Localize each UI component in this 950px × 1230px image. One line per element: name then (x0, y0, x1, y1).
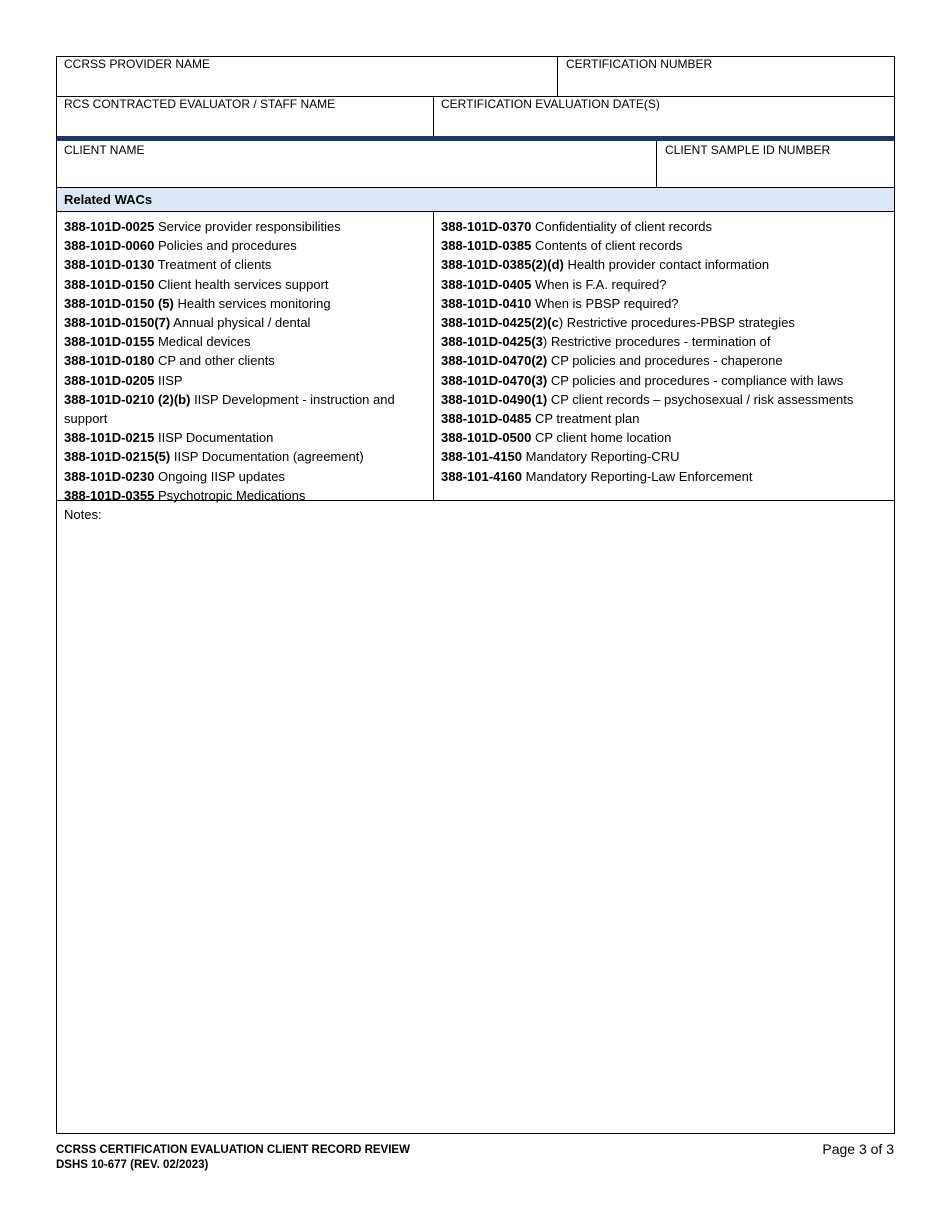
wac-description: CP client records – psychosexual / risk assessments (547, 391, 854, 407)
wac-description: Mandatory Reporting-Law Enforcement (521, 468, 753, 484)
client-sample-id-label: CLIENT SAMPLE ID NUMBER (665, 143, 831, 157)
wac-description: ) Restrictive procedures - termination of (542, 334, 771, 350)
wac-item (441, 294, 891, 313)
wac-code: 388-101D-0155 (64, 334, 155, 350)
page-number: Page 3 of 3 (822, 1141, 894, 1157)
wac-item (441, 275, 891, 294)
wac-description: Psychotropic Medications (154, 487, 306, 503)
wac-item (441, 217, 891, 236)
evaluation-dates-label: CERTIFICATION EVALUATION DATE(S) (441, 97, 660, 111)
wac-description: IISP Development - instruction and support (64, 391, 395, 427)
wac-code: 388-101D-0490(1) (441, 391, 548, 407)
wac-description: IISP Documentation (agreement) (170, 449, 364, 465)
wac-description: Health provider contact information (563, 257, 770, 273)
wac-description: ) Restrictive procedures-PBSP strategies (558, 315, 795, 331)
wac-item (441, 313, 891, 332)
divider (557, 57, 558, 97)
section-rule (57, 136, 894, 141)
wac-item (441, 467, 891, 486)
wac-item (64, 351, 426, 370)
wac-code: 388-101D-0205 (64, 372, 155, 388)
wac-item (64, 428, 426, 447)
wac-code: 388-101D-0385(2)(d) (441, 257, 564, 273)
wac-code: 388-101D-0385 (441, 238, 532, 254)
wac-item (64, 486, 426, 505)
evaluator-name-label: RCS CONTRACTED EVALUATOR / STAFF NAME (64, 97, 336, 111)
wac-item (64, 390, 426, 428)
wac-item (441, 428, 891, 447)
wac-item (441, 332, 891, 351)
wac-item (64, 294, 426, 313)
wac-code: 388-101D-0370 (441, 219, 532, 234)
wac-code: 388-101-4160 (441, 468, 522, 484)
wac-code: 388-101D-0150 (64, 276, 155, 292)
wac-description: CP client home location (531, 430, 672, 446)
divider (433, 212, 434, 501)
wac-item (441, 409, 891, 428)
wac-list-right (441, 217, 891, 486)
wac-code: 388-101D-0130 (64, 257, 155, 273)
wac-item (64, 447, 426, 466)
related-wacs-title: Related WACs (64, 192, 153, 207)
divider (433, 97, 434, 137)
wac-description: Annual physical / dental (170, 315, 311, 331)
wac-description: Treatment of clients (154, 257, 272, 273)
wac-description: Policies and procedures (154, 238, 297, 254)
form-title: CCRSS CERTIFICATION EVALUATION CLIENT RECORD REVIEW (56, 1144, 410, 1156)
wac-item (64, 371, 426, 390)
wac-code: 388-101-4150 (441, 449, 522, 465)
wac-code: 388-101D-0210 (2)(b) (64, 391, 191, 407)
certification-number-label: CERTIFICATION NUMBER (566, 57, 713, 71)
wac-code: 388-101D-0410 (441, 295, 532, 311)
wac-code: 388-101D-0355 (64, 487, 155, 503)
wac-code: 388-101D-0150 (5) (64, 295, 174, 311)
wac-code: 388-101D-0425(2)(c (441, 315, 559, 331)
record-review-form (56, 56, 895, 1134)
wac-description: CP policies and procedures - compliance with laws (547, 372, 844, 388)
wac-description: IISP (154, 372, 183, 388)
wac-description: Ongoing IISP updates (154, 468, 285, 484)
wac-description: When is F.A. required? (531, 276, 667, 292)
wac-item (64, 236, 426, 255)
wac-code: 388-101D-0215 (64, 430, 155, 446)
wac-description: Health services monitoring (173, 295, 331, 311)
notes-label: Notes: (64, 507, 102, 522)
client-name-label: CLIENT NAME (64, 143, 145, 157)
wac-item (441, 351, 891, 370)
wac-code: 388-101D-0470(2) (441, 353, 548, 369)
wac-item (64, 275, 426, 294)
wac-code: 388-101D-0425(3 (441, 334, 543, 350)
wac-description: Service provider responsibilities (154, 219, 341, 234)
divider (57, 500, 894, 501)
wac-code: 388-101D-0470(3) (441, 372, 548, 388)
wac-code: 388-101D-0405 (441, 276, 532, 292)
wac-item (441, 236, 891, 255)
wac-description: Mandatory Reporting-CRU (521, 449, 680, 465)
wac-item (64, 255, 426, 274)
wac-item (64, 217, 426, 236)
wac-code: 388-101D-0180 (64, 353, 155, 369)
wac-description: Confidentiality of client records (531, 219, 713, 234)
wac-code: 388-101D-0060 (64, 238, 155, 254)
wac-description: CP and other clients (154, 353, 275, 369)
wac-description: IISP Documentation (154, 430, 274, 446)
wac-item (441, 255, 891, 274)
wac-item (64, 313, 426, 332)
footer-form-info (56, 1143, 410, 1173)
wac-code: 388-101D-0215(5) (64, 449, 171, 465)
wac-description: CP treatment plan (531, 411, 640, 427)
wac-description: Medical devices (154, 334, 251, 350)
wac-code: 388-101D-0485 (441, 411, 532, 427)
wac-code: 388-101D-0230 (64, 468, 155, 484)
form-number: DSHS 10-677 (REV. 02/2023) (56, 1159, 209, 1171)
wac-description: When is PBSP required? (531, 295, 679, 311)
wac-description: CP policies and procedures - chaperone (547, 353, 783, 369)
wac-item (441, 447, 891, 466)
wac-item (441, 371, 891, 390)
wac-list-left (64, 217, 426, 505)
wac-code: 388-101D-0025 (64, 219, 155, 234)
wac-item (64, 332, 426, 351)
provider-name-label: CCRSS PROVIDER NAME (64, 57, 211, 71)
wac-description: Client health services support (154, 276, 329, 292)
related-wacs-header (57, 188, 894, 212)
divider (656, 141, 657, 188)
wac-description: Contents of client records (531, 238, 683, 254)
wac-code: 388-101D-0500 (441, 430, 532, 446)
wac-code: 388-101D-0150(7) (64, 315, 171, 331)
wac-item (64, 467, 426, 486)
wac-item (441, 390, 891, 409)
